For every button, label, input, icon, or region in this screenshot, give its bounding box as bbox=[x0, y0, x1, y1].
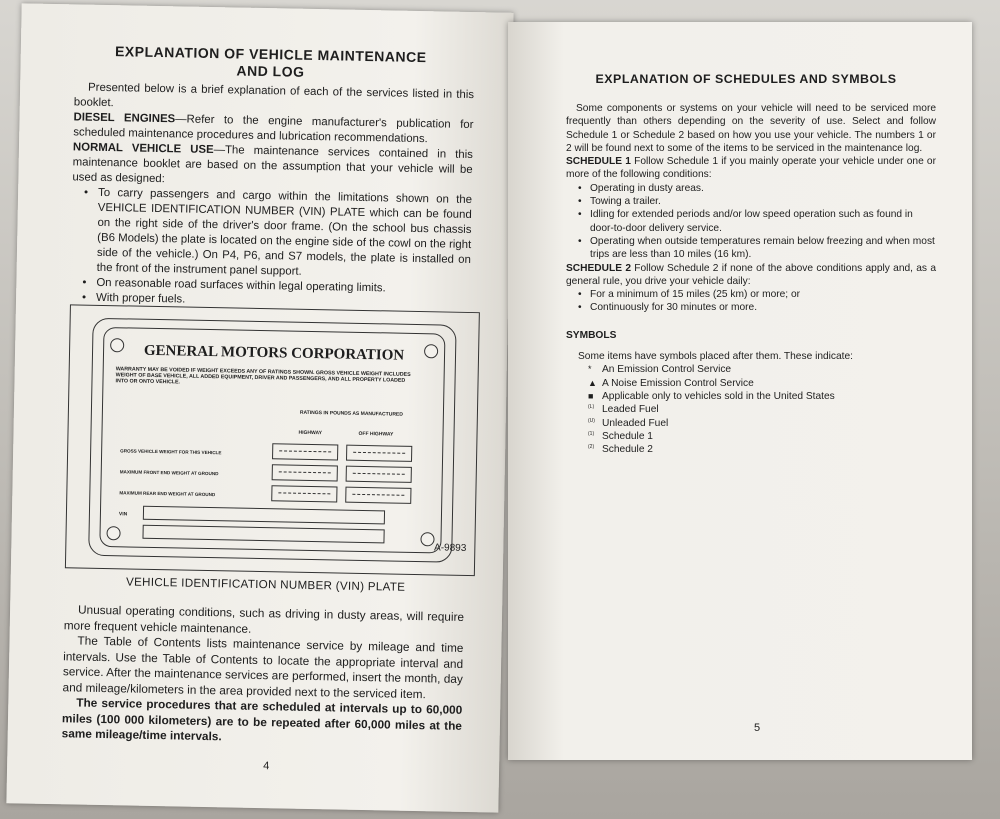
unusual-conditions-paragraph: Unusual operating conditions, such as driving in dusty areas, will require more frequent vehicle maintenance. bbox=[63, 602, 465, 636]
schedule-1-label: SCHEDULE 1 bbox=[566, 156, 631, 168]
left-page-title bbox=[80, 42, 461, 83]
figure-caption: VEHICLE IDENTIFICATION NUMBER (VIN) PLATE bbox=[125, 575, 406, 594]
rating-box bbox=[345, 487, 411, 504]
vin-field bbox=[143, 506, 385, 525]
rivet-icon bbox=[106, 526, 120, 540]
highway-column-header: HIGHWAY bbox=[298, 429, 323, 437]
right-body bbox=[566, 102, 936, 456]
list-item: • With proper fuels. bbox=[82, 291, 470, 313]
list-item bbox=[588, 403, 936, 416]
page-number: 4 bbox=[263, 760, 270, 773]
front-weight-label: MAXIMUM FRONT END WEIGHT AT GROUND bbox=[119, 469, 219, 477]
list-item bbox=[588, 390, 936, 403]
plate-title: GENERAL MOTORS CORPORATION bbox=[143, 342, 405, 364]
symbol-description: Schedule 2 bbox=[602, 444, 653, 456]
ratings-header: RATINGS IN POUNDS AS MANUFACTURED bbox=[299, 409, 403, 418]
vin-plate bbox=[88, 318, 457, 563]
title-line-2: AND LOG bbox=[236, 62, 305, 80]
list-item: • Idling for extended periods and/or low speed operation such as found in door-to-door delivery service. bbox=[578, 208, 936, 235]
list-item bbox=[588, 430, 936, 443]
left-page bbox=[6, 3, 513, 812]
asterisk-icon: * bbox=[588, 364, 592, 375]
off-highway-column-header: OFF HIGHWAY bbox=[358, 430, 394, 438]
symbol-description: Schedule 1 bbox=[602, 430, 653, 442]
rating-box bbox=[271, 485, 337, 502]
schedule-2-text: Follow Schedule 2 if none of the above conditions apply and, as a general rule, you drive your vehicle daily: bbox=[566, 262, 936, 287]
list-item: • Towing a trailer. bbox=[578, 195, 936, 208]
schedule-2-bullet-list bbox=[578, 288, 936, 315]
list-item: • Operating when outside temperatures remain below freezing and when most trips are less than 10 miles (16 km). bbox=[578, 235, 936, 262]
schedule-2-paragraph bbox=[566, 262, 936, 289]
list-item: • Operating in dusty areas. bbox=[578, 182, 936, 195]
unleaded-fuel-symbol: (U) bbox=[588, 417, 595, 424]
square-icon: ■ bbox=[588, 390, 594, 401]
schedule-2-symbol: (2) bbox=[588, 444, 595, 451]
symbol-description: Unleaded Fuel bbox=[602, 417, 669, 429]
leaded-fuel-symbol: (L) bbox=[588, 404, 595, 411]
schedule-1-bullet-list bbox=[578, 182, 936, 262]
left-body-bottom bbox=[62, 602, 465, 749]
schedule-1-symbol: (1) bbox=[588, 430, 595, 437]
list-item bbox=[588, 443, 936, 456]
list-item: • To carry passengers and cargo within the limitations shown on the VEHICLE IDENTIFICATION NUMBER (VIN) PLATE which can be found on the right side of the driver's door frame. (On the school bus chassis (B6 Models) the plate is located on the engine side of the cowl on the right side of the vehicle.) On P4, P6, and S7 models, the plate is installed on the front of the instrument panel support. bbox=[83, 186, 473, 283]
vin-field bbox=[142, 525, 384, 544]
repeat-intervals-paragraph: The service procedures that are scheduled at intervals up to 60,000 miles (100 000 kilometers) are to be repeated after 60,000 miles at the same mileage/time intervals. bbox=[61, 695, 463, 744]
rating-box bbox=[346, 466, 412, 483]
vin-label: VIN bbox=[118, 511, 128, 518]
triangle-icon: ▲ bbox=[588, 377, 597, 388]
schedules-intro-paragraph: Some components or systems on your vehicle will need to be serviced more frequently than others depending on the severity of use. Select and follow Schedule 1 or Schedule 2 based on how you use your vehicle. The numbers 1 or 2 will be found next to some of the items to be serviced in the maintenance log. bbox=[566, 103, 936, 154]
rivet-icon bbox=[110, 338, 124, 352]
rivet-icon bbox=[424, 344, 438, 358]
title-line-1: EXPLANATION OF VEHICLE MAINTENANCE bbox=[114, 43, 427, 66]
symbol-description: An Emission Control Service bbox=[602, 364, 732, 376]
schedule-1-text: Follow Schedule 1 if you mainly operate your vehicle under one or more of the following conditions: bbox=[566, 156, 936, 181]
symbol-description: A Noise Emission Control Service bbox=[602, 377, 754, 389]
symbols-intro: Some items have symbols placed after them. These indicate: bbox=[578, 351, 854, 363]
rear-weight-label: MAXIMUM REAR END WEIGHT AT GROUND bbox=[119, 490, 216, 498]
schedule-1-paragraph bbox=[566, 155, 936, 182]
left-body-top bbox=[70, 80, 474, 313]
schedule-2-label: SCHEDULE 2 bbox=[566, 262, 631, 274]
plate-warranty-text: WARRANTY MAY BE VOIDED IF WEIGHT EXCEEDS ANY OF RATINGS SHOWN. GROSS VEHICLE WEIGHT INCLUDES WEIGHT OF BASE VEHICLE, ALL ADDED EQUIPMENT, DRIVER AND PASSENGERS, AND ALL PROPERTY LOADED INTO OR ONTO VEHICLE. bbox=[115, 366, 411, 386]
rivet-icon bbox=[420, 532, 434, 546]
symbols-heading: SYMBOLS bbox=[566, 329, 617, 341]
right-page bbox=[508, 22, 972, 760]
diesel-label: DIESEL ENGINES bbox=[73, 111, 176, 126]
rating-box bbox=[272, 443, 338, 460]
figure-code: A-9893 bbox=[433, 542, 467, 554]
page-number: 5 bbox=[754, 722, 761, 734]
list-item bbox=[588, 377, 936, 390]
intro-paragraph: Presented below is a brief explanation of each of the services listed in this booklet. bbox=[73, 81, 475, 110]
list-item bbox=[588, 363, 936, 376]
vin-plate-figure bbox=[65, 304, 480, 576]
symbol-description: Leaded Fuel bbox=[602, 404, 659, 416]
usage-bullet-list bbox=[82, 186, 472, 313]
rating-box bbox=[346, 445, 412, 462]
diesel-text: —Refer to the engine manufacturer's publication for scheduled maintenance procedures and lubrication recommendations. bbox=[73, 113, 474, 146]
normal-use-text: —The maintenance services contained in this maintenance booklet are based on the assumption that your vehicle will be used as designed: bbox=[72, 144, 473, 186]
right-page-title: EXPLANATION OF SCHEDULES AND SYMBOLS bbox=[595, 72, 897, 86]
list-item: • Continuously for 30 minutes or more. bbox=[578, 301, 936, 314]
plate-inner-border bbox=[99, 327, 445, 554]
rating-box bbox=[272, 464, 338, 481]
list-item bbox=[588, 417, 936, 430]
symbols-list bbox=[588, 363, 936, 456]
normal-use-paragraph bbox=[72, 140, 473, 193]
normal-use-label: NORMAL VEHICLE USE bbox=[72, 141, 214, 157]
table-of-contents-paragraph: The Table of Contents lists maintenance service by mileage and time intervals. Use the Table of Contents to locate the appropriate interval and service. After the maintenance services are performed, insert the month, day and mileage/kilometers in the area provided next to the serviced item. bbox=[62, 633, 464, 701]
gross-weight-label: GROSS VEHICLE WEIGHT FOR THIS VEHICLE bbox=[120, 448, 222, 456]
symbol-description: Applicable only to vehicles sold in the United States bbox=[602, 390, 835, 402]
list-item: • For a minimum of 15 miles (25 km) or more; or bbox=[578, 288, 936, 301]
list-item: • On reasonable road surfaces within legal operating limits. bbox=[82, 276, 470, 298]
